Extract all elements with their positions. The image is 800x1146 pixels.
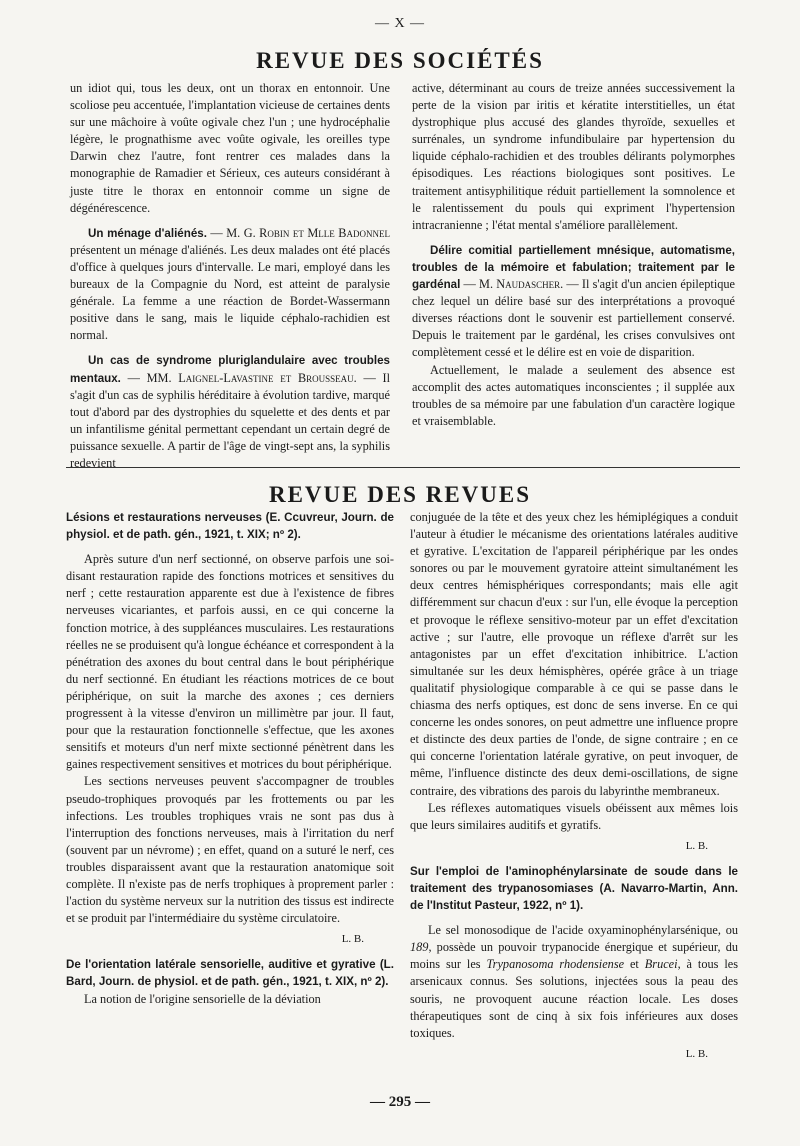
- text-run: et: [624, 957, 645, 972]
- folio: — X —: [374, 16, 426, 31]
- paragraph-actuellement: Actuellement, le malade a seulement des absence est accomplit des actes automatiques inconscientes ; il supplée aux troubles de sa mémoire par une fabulation d'un caractère logique et vraisemblable.: [412, 362, 735, 428]
- article-authors: — M. Naudascher.: [460, 277, 564, 292]
- revues-column-left: [66, 509, 394, 1008]
- societes-column-left: [70, 80, 390, 472]
- section-title-revues: REVUE DES REVUES: [268, 482, 532, 507]
- article-delire: [412, 242, 735, 362]
- article-title: Délire comitial partiellement mnésique, automatisme, troubles de la mémoire et fabulation; traitement par le gardénal: [412, 243, 735, 292]
- article-title: Un cas de syndrome pluriglandulaire avec troubles mentaux.: [70, 354, 390, 385]
- article-syndrome: [70, 352, 390, 472]
- article-reference: (E. Ccuvreur, Journ. de physiol. et de path. gén., 1921, t. XIX; nº 2).: [66, 511, 394, 542]
- article-body: présentent un ménage d'aliénés. Les deux malades ont été placés d'office à quelques jours d'intervalle. Le mari, employé dans les bureaux de la Compagnie du Nord, est atteint de paralysie générale. La femme a une réaction de Bordet-Wassermann positive dans le sang, mais le liquide céphalo-rachidien est normal.: [70, 242, 390, 343]
- article-lesions-heading: [66, 509, 394, 543]
- species-name: Trypanosoma rhodensiense: [486, 957, 625, 972]
- article-reference: (A. Navarro-Martin, Ann. de l'Institut Pasteur, 1922, nº 1).: [410, 881, 738, 913]
- article-title: Sur l'emploi de l'aminophénylarsinate de soude dans le traitement des trypanosomiases: [410, 864, 738, 895]
- page-number: — 295 —: [370, 1094, 430, 1110]
- article-menage: [70, 225, 390, 345]
- article-orientation-heading: [66, 956, 394, 990]
- paragraph: Les réflexes automatiques visuels obéissent aux mêmes lois que leurs similaires auditifs et gyratifs.: [410, 800, 738, 832]
- article-title: De l'orientation latérale sensorielle, auditive et gyrative: [66, 958, 376, 972]
- article-authors: — M. G. Robin et Mlle Badonnel: [206, 225, 390, 240]
- paragraph: Les sections nerveuses peuvent s'accompagner de troubles pseudo-trophiques provoqués par les frottements ou par les infections. Les troubles trophiques vrais ne sont pas dus à l'interruption des fonctions nerveuses, mais à l'irritation du nerf (souvent par un névrome) ; en effet, quand on a suturé le nerf, ces troubles disparaissent avant que la restauration anatomique soit complète. Il n'existe pas de nerfs trophiques à proprement parler : l'action du système nerveux sur la nutrition des tissus est indirecte et se produit par l'intermédiaire du système circulatoire.: [66, 774, 394, 926]
- signature: L. B.: [341, 933, 364, 946]
- paragraph-continued: active, déterminant au cours de treize années successivement la perte de la vision par iritis et kératite interstitielles, un état dystrophique plus accusé des glandes thyroïde, sexuelles et surrénales, un syndrome infundibulaire par hypertension du liquide céphalo-rachidien et des troubles délirants polymorphes épisodiques. Les réactions biologiques sont positives. Le traitement antisyphilitique réduit partiellement la somnolence et le ralentissement du pouls qui expriment l'hypertension intracranienne ; l'état mental s'améliore parallèlement.: [412, 81, 735, 232]
- article-aminophenyl-heading: [410, 863, 738, 914]
- article-reference: (L. Bard, Journ. de physiol. et de path. gén., 1921, t. XIX, nº 2).: [66, 958, 394, 989]
- article-title: Lésions et restaurations nerveuses: [66, 511, 262, 524]
- article-title: Un ménage d'aliénés.: [88, 226, 207, 240]
- signature: L. B.: [685, 1047, 708, 1060]
- text-run: , possède un pouvoir trypanocide énergique et supérieur, du moins sur les: [410, 940, 738, 972]
- text-run: , à tous les arsenicaux connus. Ses solutions, injectées sous la peau des souris, ne provoquent aucune réaction locale. Les doses thérapeutiques sont de cinq à six fois inférieures aux doses toxiques.: [410, 957, 739, 1040]
- species-name: Brucei: [644, 957, 678, 972]
- article-authors: — MM. Laignel-Lavastine et Brousseau.: [120, 370, 357, 385]
- text-run: Le sel monosodique de l'acide oxyaminophénylarsénique, ou: [428, 923, 738, 938]
- revues-column-right: [410, 509, 738, 1063]
- article-body: — Il s'agit d'un cas de syphilis héréditaire à évolution tardive, marqué tout d'abord par des dystrophies du squelette et des dents et par un infantilisme génital permettant cependant un certain degré de puissance sexuelle. A partir de l'âge de vingt-sept ans, la syphilis redevient: [70, 370, 390, 470]
- paragraph: [410, 922, 738, 1042]
- signature: L. B.: [685, 839, 708, 852]
- societes-column-right: [412, 80, 735, 430]
- paragraph: La notion de l'origine sensorielle de la déviation: [84, 991, 321, 1006]
- compound-number: 189: [410, 940, 429, 955]
- paragraph: Après suture d'un nerf sectionné, on observe parfois une soi-disant restauration rapide des fonctions motrices et sensitives du nerf ; cette restauration apparente est due à l'existence de fibres nerveuses vicariantes, et parfois aussi, en ce qui concerne la fonction motrice, à des suppléances musculaires. Les restaurations réelles ne se produisent qu'à longue échéance et correspondent à la pénétration des axones du bout central dans le bout périphérique du nerf sectionné. En étudiant les réactions motrices de ce bout périphérique, on suit la marche des axones ; ces derniers progressent à la vitesse d'environ un millimètre par jour. Il faut, pour que la restauration fonctionnelle s'effectue, que les axones sensitifs et moteurs d'un nerf mixte sectionné pénètrent dans les gaines respectivement sensitives et motrices du bout périphérique.: [66, 552, 394, 772]
- section-title-societes: REVUE DES SOCIÉTÉS: [256, 48, 544, 73]
- section-divider: [66, 467, 740, 468]
- paragraph: conjuguée de la tête et des yeux chez les hémiplégiques a conduit l'auteur à étudier le mécanisme des orientations latérales auditive et gyrative. L'excitation de l'appareil périphérique par les ondes sonores ou par le mouvement gyratoire atteint simultanément les deux centres hémisphériques correspondants; mais elle agit différemment sur chacun d'eux : sur l'un, elle évoque la perception et provoque le réflexe sensitivo-moteur par un effet d'excitation active ; sur l'autre, elle provoque un réflexe d'arrêt sur les antagonistes par un effet d'excitation inhibitrice. L'action simultanée sur les deux hémisphères, opérée grâce à un triage qualitatif physiologique comparable à ce qui se passe dans le chiasma des nerfs optiques, est donc de sens inverse. En ce qui concerne les ondes sonores, on peut admettre une influence propre et distincte des deux parties de l'onde, de signe contraire ; en ce qui concerne l'orientation latérale gyrative, on peut invoquer, de même, l'influence distincte des deux demi-oscillations, de signe contraire, des vibrations des parois du labyrinthe membraneux.: [410, 510, 738, 798]
- paragraph-intro: un idiot qui, tous les deux, ont un thorax en entonnoir. Une scoliose peu accentuée, l'implantation vicieuse de certaines dents sur une mâchoire à voûte ogivale chez l'un ; une hydrocéphalie légère, le prognathisme avec voûte ogivale, les oreilles type Darwin chez l'autre, font rentrer ces malades dans la monographie de Ramadier et Sérieux, ces auteurs considérant à juste titre le thorax en entonnoir comme un signe de dégénérescence.: [70, 81, 390, 215]
- article-body: — Il s'agit d'un ancien épileptique chez lequel un délire basé sur des interprétations a provoqué diverses réactions dont le souvenir est partiellement conservé. Depuis le traitement par le gardénal, les crises convulsives ont complètement cessé et le délire est en voie de disparition.: [412, 277, 735, 360]
